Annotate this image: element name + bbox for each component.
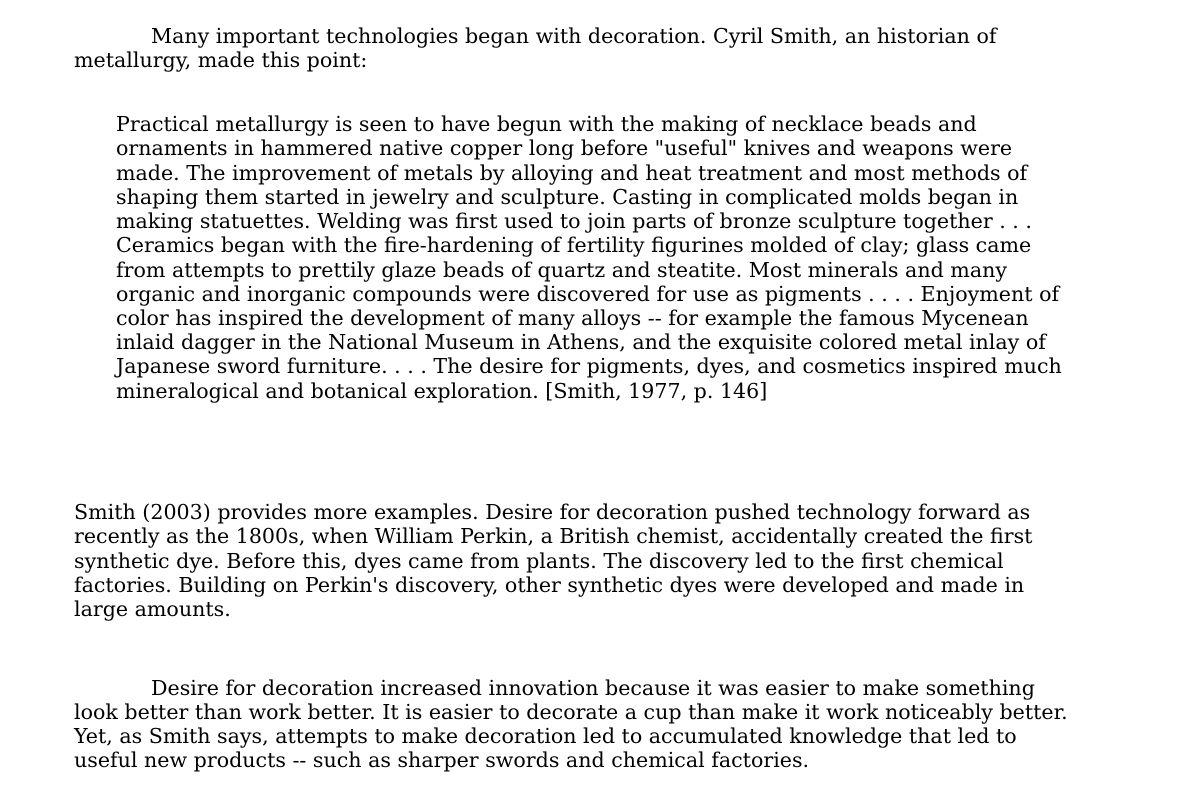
text-line: Japanese sword furniture. . . . The desire for pigments, dyes, and cosmetics inspired much (116, 354, 1062, 378)
text-line: Smith (2003) provides more examples. Desire for decoration pushed technology forward as (74, 500, 1031, 524)
text-line: mineralogical and botanical exploration. [Smith, 1977, p. 146] (116, 379, 768, 403)
text-line: synthetic dye. Before this, dyes came from plants. The discovery led to the first chemical (74, 549, 1004, 573)
text-line: large amounts. (74, 597, 231, 621)
text-line: metallurgy, made this point: (74, 48, 368, 72)
text-line: recently as the 1800s, when William Perkin, a British chemist, accidentally created the first (74, 524, 1033, 548)
text-line: Yet, as Smith says, attempts to make decoration led to accumulated knowledge that led to (74, 724, 1017, 748)
text-line: color has inspired the development of many alloys -- for example the famous Mycenean (116, 306, 1029, 330)
text-line: shaping them started in jewelry and sculpture. Casting in complicated molds began in (116, 185, 1019, 209)
text-line: inlaid dagger in the National Museum in Athens, and the exquisite colored metal inlay of (116, 330, 1046, 354)
text-line: organic and inorganic compounds were discovered for use as pigments . . . . Enjoyment of (116, 282, 1060, 306)
text-line: Ceramics began with the fire-hardening of fertility figurines molded of clay; glass came (116, 233, 1032, 257)
text-line: Desire for decoration increased innovation because it was easier to make something (151, 676, 1035, 700)
text-line: ornaments in hammered native copper long before "useful" knives and weapons were (116, 136, 1013, 160)
text-line: made. The improvement of metals by alloying and heat treatment and most methods of (116, 161, 1028, 185)
text-line: Practical metallurgy is seen to have begun with the making of necklace beads and (116, 112, 977, 136)
text-line: useful new products -- such as sharper swords and chemical factories. (74, 748, 810, 772)
text-line: from attempts to prettily glaze beads of quartz and steatite. Most minerals and many (116, 258, 1008, 282)
text-line: look better than work better. It is easier to decorate a cup than make it work noticeably better. (74, 700, 1068, 724)
text-line: making statuettes. Welding was first used to join parts of bronze sculpture together . . . (116, 209, 1032, 233)
text-line: Many important technologies began with decoration. Cyril Smith, an historian of (151, 24, 997, 48)
text-line: factories. Building on Perkin's discovery, other synthetic dyes were developed and made in (74, 573, 1025, 597)
